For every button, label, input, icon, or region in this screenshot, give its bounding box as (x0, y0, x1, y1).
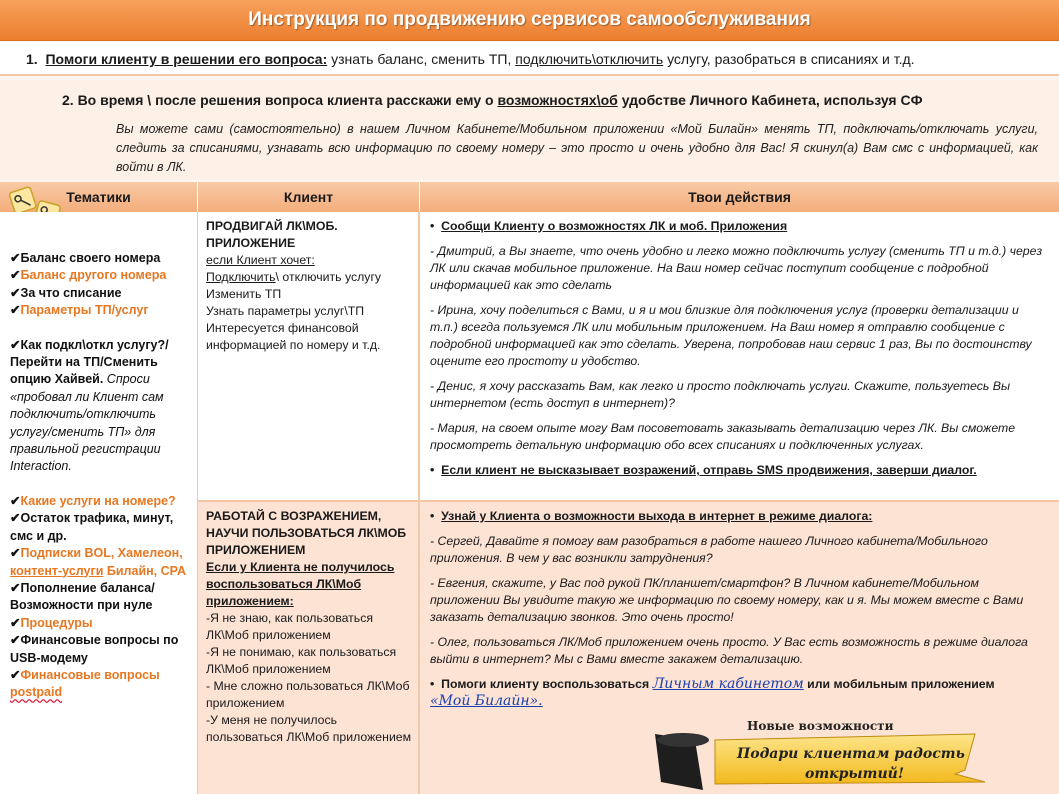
new-opportunities-banner (655, 712, 985, 792)
client-promote-title: ПРОДВИГАЙ ЛК\МОБ. ПРИЛОЖЕНИЕ (206, 219, 338, 250)
personal-cabinet-link[interactable]: Личным кабинетом (652, 676, 804, 692)
client-promote-line: Изменить ТП (206, 287, 282, 301)
actions-promote-script: - Мария, на своем опыте могу Вам посоветовать заказывать детализацию через ЛК. Вы сможете просмотреть детальную информацию обо всех списаниях и подключенных услугах. (430, 421, 1016, 452)
topic-item: ✔Процедуры (10, 615, 93, 630)
client-promote-sub: если Клиент хочет: (206, 253, 315, 267)
actions-promote-heading: • Сообщи Клиенту о возможностях ЛК и моб. Приложения (430, 219, 788, 233)
actions-objection-heading: • Узнай у Клиента о возможности выхода в интернет в режиме диалога: (430, 509, 873, 523)
actions-objection-script: - Евгения, скажите, у Вас под рукой ПК/планшет/смартфон? В Личном кабинете/Мобильном приложении Вы увидите такую же информацию по своему номеру, как и я. Мы можем вместе с Вами заказать детализацию звонков. Это очень просто! (430, 576, 1024, 624)
topic-item: ✔Какие услуги на номере? (10, 493, 176, 508)
actions-promote-script: - Денис, я хочу рассказать Вам, как легко и просто подключать услуги. Скажите, пользуетесь Вы интернетом (есть доступ в интернет)? (430, 379, 1010, 410)
banner-line-2: Подари клиентам радость (737, 746, 965, 762)
my-beeline-link[interactable]: «Мой Билайн». (430, 693, 543, 709)
page-title: Инструкция по продвижению сервисов самообслуживания (0, 0, 1059, 41)
step-1-text-a: узнать баланс, сменить ТП, (327, 51, 516, 67)
step-2 (0, 80, 1059, 180)
client-cell-promote (198, 212, 418, 500)
actions-objection-script: - Олег, пользоваться ЛК/Моб приложением очень просто. У Вас есть возможность в режиме диалога выйти в интернет? Мы с Вами вместе закажем детализацию. (430, 635, 1028, 666)
actions-objection-script: - Сергей, Давайте я помогу вам разобраться в работе нашего Личного кабинета/Мобильного приложения. В чем у вас возникли затруднения? (430, 534, 988, 565)
topic-item: ✔Финансовые вопросы по USB-модему (10, 633, 179, 665)
client-objection-line: -У меня не получилось пользоваться ЛК\Моб приложением (206, 713, 412, 744)
step-1-text-link: подключить\отключить (515, 51, 664, 67)
client-promote-line: Подключить\ отключить услугу (206, 270, 382, 284)
client-objection-title: РАБОТАЙ С ВОЗРАЖЕНИЕМ, НАУЧИ ПОЛЬЗОВАТЬСЯ ЛК\МОБ ПРИЛОЖЕНИЕМ (206, 509, 407, 557)
actions-promote-final: • Если клиент не высказывает возражений, отправь SMS продвижения, заверши диалог. (430, 463, 977, 477)
topic-item: ✔Параметры ТП/услуг (10, 303, 149, 318)
topic-item: ✔Баланс своего номера (10, 251, 161, 265)
step-2-script: Вы можете сами (самостоятельно) в нашем Личном Кабинете/Мобильном приложении «Мой Билайн» менять ТП, подключать/отключать услуги, следить за списаниями, узнавать всю информацию по своему номеру – это просто и очень удобно для Вас! Я скинул(а) Вам смс с информацией, как войти в ЛК. (116, 122, 1038, 174)
topic-item: ✔Финансовые вопросы postpaid (10, 667, 160, 700)
actions-objection-final: • Помоги клиенту воспользоваться Личным кабинетом или мобильным приложением «Мой Билайн». (430, 676, 995, 709)
column-header-client: Клиент (198, 182, 420, 212)
step-1-title: Помоги клиенту в решении его вопроса: (45, 51, 328, 67)
topic-item: ✔Остаток трафика, минут, смс и др. (10, 511, 174, 543)
step-2-title: 2. Во время \ после решения вопроса клиента расскажи ему о возможностях\об удобстве Личного Кабинета, используя СФ (62, 92, 923, 108)
topic-item: ✔Пополнение баланса/Возможности при нуле (10, 580, 155, 613)
banner-line-3: открытий! (805, 766, 904, 782)
client-promote-line: Узнать параметры услуг\ТП (206, 304, 365, 318)
actions-cell-promote (420, 212, 1059, 500)
actions-promote-script: - Дмитрий, а Вы знаете, что очень удобно и легко можно подключить услугу (сменить ТП и т.д.) через ЛК или скачав мобильное приложение. На Ваш номер сейчас поступит сообщение с подробной информацией как это сделать (430, 244, 1043, 292)
topic-item: ✔За что списание (10, 285, 122, 300)
client-objection-line: -Я не понимаю, как пользоваться ЛК\Моб приложением (206, 645, 397, 676)
step-1-number: 1. (26, 51, 38, 67)
topic-item: ✔Баланс другого номера (10, 268, 167, 283)
banner-title: Новые возможности (747, 719, 894, 733)
topic-item: ✔Как подкл\откл услугу?/Перейти на ТП/Сменить опцию Хайвей. Спроси «пробовал ли Клиент сам подключить/отключить услугу/сменить ТП» для правильной регистрации Interaction. (10, 337, 169, 474)
step-1 (0, 42, 1059, 76)
client-promote-line: Интересуется финансовой информацией по номеру и т.д. (206, 321, 381, 352)
client-objection-sub: Если у Клиента не получилось воспользоваться ЛК\Моб приложением: (206, 560, 395, 608)
client-objection-line: - Мне сложно пользоваться ЛК\Моб приложением (206, 679, 410, 710)
step-1-text-b: услугу, разобраться в списаниях и т.д. (663, 51, 915, 67)
client-cell-objection (198, 502, 418, 794)
client-objection-line: -Я не знаю, как пользоваться ЛК\Моб приложением (206, 611, 374, 642)
actions-promote-script: - Ирина, хочу поделиться с Вами, и я и мои близкие для подключения услуг (проверки детализации и т.п.) всегда пользуемся ЛК или мобильным приложением. На Ваш номер я отправлю сообщение с подробной информацией как это сделать. Уверена, попробовав наш сервис 1 раз, Вы по достоинству оцените его простоту и удобство. (430, 303, 1032, 368)
topic-item: ✔Подписки BOL, Хамелеон, контент-услуги Билайн, CPA (10, 546, 187, 578)
column-header-topics: Тематики (0, 182, 198, 212)
column-header-actions: Твои действия (420, 182, 1059, 212)
topics-column (0, 212, 197, 794)
